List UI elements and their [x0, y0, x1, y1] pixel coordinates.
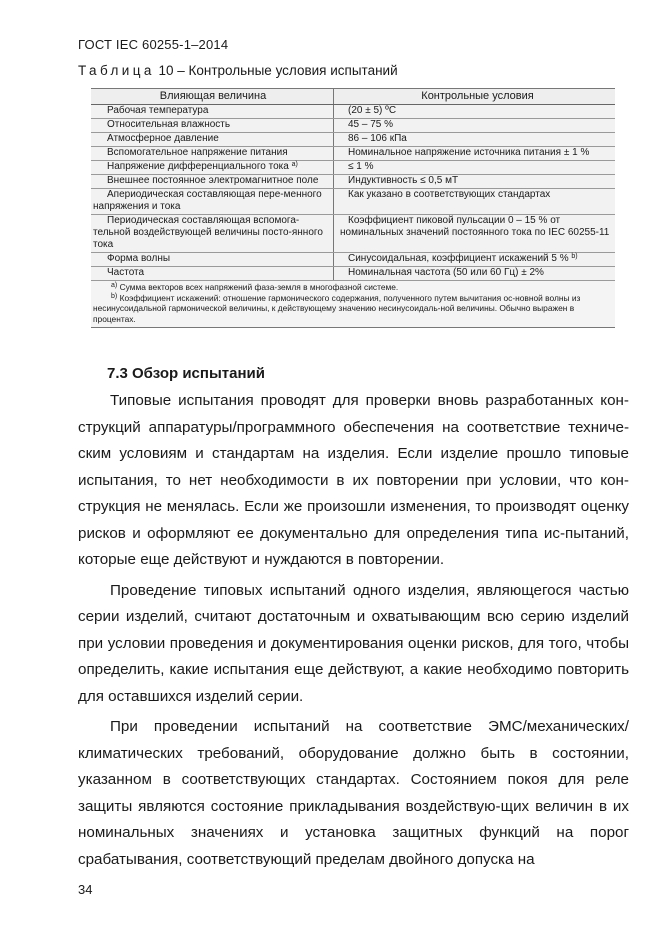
table-cell-parameter-text: Напряжение дифференциального тока [107, 161, 289, 172]
footnote-text: Сумма векторов всех напряжений фаза-земля в многофазной системе. [119, 282, 399, 292]
table-row [91, 215, 615, 253]
table-cell-condition [334, 253, 615, 266]
paragraph: Типовые испытания проводят для проверки вновь разработанных кон-струкций аппаратуры/программного обеспечения на соответствие техниче-ским условиям и стандартам на изделия. Если изделие прошло типовые испытания, то нет необходимости в их повторении при условии, что кон-струкция не менялась. Если же произошли изменения, то производят оценку рисков и оформляют ее документально для определения типа ис-пытаний, которые еще действуют и нуждаются в повторении. [78, 392, 629, 568]
table-cell-parameter: Форма волны [91, 253, 334, 266]
table-cell-parameter: Внешнее постоянное электромагнитное поле [91, 175, 334, 188]
table-cell-condition: Как указано в соответствующих стандартах [348, 189, 551, 200]
table-cell-parameter: Вспомогательное напряжение питания [91, 147, 334, 160]
table-cell-condition: Коэффициент пиковой пульсации 0 – 15 % от номинальных значений постоянного тока по IEC 60255-11 [340, 215, 610, 238]
table-footnotes [91, 281, 615, 327]
footnote-mark: а) [291, 161, 298, 168]
document-header: ГОСТ IEC 60255-1–2014 [78, 37, 229, 52]
section-title: 7.3 Обзор испытаний [107, 365, 265, 382]
table-cell-condition: 45 – 75 % [348, 119, 394, 130]
footnote-text: Коэффициент искажений: отношение гармонического содержания, полученного путем вычитания ос-новной волны из несинусоидальной гармонической величины, к действующему значению несинусоидаль-ной величины. Обычно выражен в процентах. [93, 292, 581, 324]
page-number: 34 [78, 882, 93, 897]
table-cell-condition: Номинальная частота (50 или 60 Гц) ± 2% [348, 267, 544, 278]
table-cell-condition: Номинальное напряжение источника питания ± 1 % [348, 147, 590, 158]
paragraph: При проведении испытаний на соответствие ЭМС/механических/климатических требований, оборудование должно быть в состоянии, указанном в соответствующих стандартах. Состоянием покоя для реле защиты являются состояние прикладывания воздействую-щих величин в их номинальных значениях и установка защитных функций на порог срабатывания, соответствующий пределам двойного допуска на [78, 718, 629, 868]
table-cell-condition: ≤ 1 % [348, 161, 374, 172]
table-row [91, 253, 615, 267]
table-row [91, 189, 615, 215]
footnote-mark: b) [111, 292, 118, 300]
table-row [91, 161, 615, 175]
table-row [91, 147, 615, 161]
table-cell-parameter: Периодическая составляющая вспомога-тельной воздействующей величины посто-янного тока [91, 215, 334, 252]
table-caption-label: Таблица [78, 63, 155, 78]
test-conditions-table [91, 88, 615, 328]
footnote-mark: b) [571, 253, 578, 260]
table-row [91, 267, 615, 281]
table-cell-parameter: Частота [91, 267, 334, 280]
table-cell-condition: 86 – 106 кПа [348, 133, 407, 144]
table-header-row [91, 89, 615, 105]
table-cell-parameter: Рабочая температура [91, 105, 334, 118]
table-caption-text: 10 – Контрольные условия испытаний [154, 63, 398, 78]
table-row [91, 175, 615, 189]
table-row [91, 105, 615, 119]
table-caption [78, 63, 398, 78]
footnote [93, 293, 613, 325]
table-header-parameter: Влияющая величина [91, 89, 334, 104]
table-cell-parameter [91, 161, 334, 174]
table-cell-parameter: Апериодическая составляющая пере-менного напряжения и тока [91, 189, 334, 214]
paragraph: Проведение типовых испытаний одного изделия, являющегося частью серии изделий, считают достаточным и охватывающим всю серию изделий при условии проведения и документирования оценки рисков, для того, чтобы определить, какие испытания еще действуют, а какие необходимо повторить для оставшихся изделий серии. [78, 581, 629, 705]
table-row [91, 133, 615, 147]
table-header-conditions: Контрольные условия [421, 90, 534, 102]
footnote-mark: а) [111, 282, 118, 289]
table-cell-condition-text: Синусоидальная, коэффициент искажений 5 % [348, 253, 569, 264]
table-cell-parameter: Относительная влажность [91, 119, 334, 132]
table-cell-condition: (20 ± 5) ºC [348, 105, 397, 116]
footnote [93, 282, 613, 293]
table-cell-parameter: Атмосферное давление [91, 133, 334, 146]
table-cell-condition: Индуктивность ≤ 0,5 мТ [348, 175, 459, 186]
table-row [91, 119, 615, 133]
section-body [78, 388, 629, 877]
